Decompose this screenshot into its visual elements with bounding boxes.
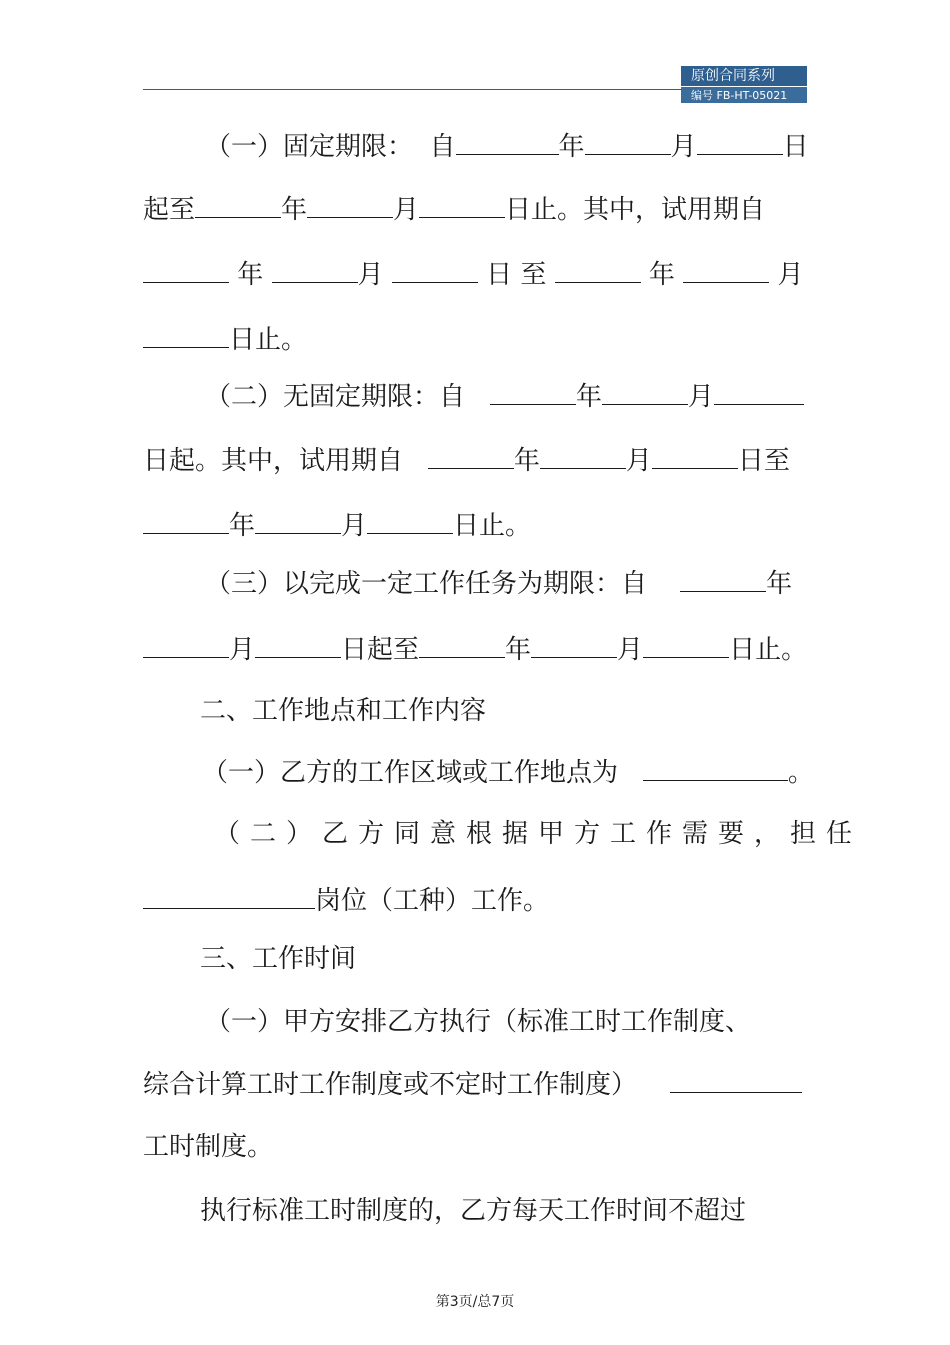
line-text: 月 — [670, 132, 697, 162]
line-text: （二）无固定期限：自 — [205, 382, 466, 412]
line-text: 。 — [787, 758, 814, 788]
line-text: （一）乙方的工作区域或工作地点为 — [202, 758, 619, 788]
section-heading — [200, 694, 486, 728]
document-badge — [681, 66, 807, 103]
series-label: 原创合同系列 — [681, 66, 807, 86]
line-text: 年 — [648, 260, 675, 290]
line-text: 起至 — [143, 195, 196, 225]
line-text: 年 — [766, 569, 793, 599]
line-text: 日止。 — [453, 511, 532, 541]
page-number: 第3页/总7页 — [435, 1294, 515, 1310]
line-text: （一）甲方安排乙方执行（标准工时工作制度、 — [205, 1007, 752, 1037]
line-text: 年 — [505, 635, 532, 665]
line-text: 月 — [357, 260, 384, 290]
line-text: 日 — [782, 132, 809, 162]
text-line — [202, 756, 814, 790]
section-heading — [200, 942, 356, 976]
text-line — [143, 509, 531, 543]
line-text: 综合计算工时工作制度或不定时工作制度） — [143, 1070, 638, 1100]
line-text: 月 — [341, 511, 368, 541]
text-line — [205, 567, 792, 601]
line-text: （二）乙方同意根据甲方工作需要，担任 — [214, 819, 863, 849]
text-line — [143, 323, 307, 357]
line-text: （三）以完成一定工作任务为期限：自 — [205, 569, 648, 599]
line-text: 年 — [513, 446, 540, 476]
line-text: 岗位（工种）工作。 — [315, 886, 550, 916]
line-text: 月 — [687, 382, 714, 412]
line-text: 日止。 — [229, 325, 308, 355]
line-text: 工时制度。 — [143, 1132, 274, 1162]
line-text: 年 — [558, 132, 585, 162]
line-text: 月 — [777, 260, 804, 290]
text-line — [143, 258, 803, 292]
line-text: 月 — [393, 195, 420, 225]
text-line — [143, 884, 549, 918]
line-text: 日至 — [737, 446, 790, 476]
line-text: 日止。 — [729, 635, 808, 665]
text-line — [143, 1130, 273, 1164]
text-line — [143, 193, 765, 227]
line-text: （一）固定期限： 自 — [205, 132, 456, 162]
line-text: 日起至 — [341, 635, 420, 665]
text-line — [200, 1194, 746, 1228]
line-text: 日起。其中，试用期自 — [143, 446, 404, 476]
line-text: 三、工作时间 — [200, 944, 357, 974]
line-text: 日止。其中，试用期自 — [505, 195, 766, 225]
text-line — [143, 633, 807, 667]
text-line — [143, 444, 790, 478]
line-text: 日 至 — [486, 260, 547, 290]
line-text: 二、工作地点和工作内容 — [200, 696, 487, 726]
line-text: 年 — [575, 382, 602, 412]
line-text: 月 — [625, 446, 652, 476]
text-line — [214, 817, 862, 851]
line-text: 执行标准工时制度的，乙方每天工作时间不超过 — [200, 1196, 747, 1226]
text-line — [143, 1068, 802, 1102]
text-line — [205, 130, 809, 164]
text-line — [205, 380, 804, 414]
text-line — [205, 1005, 751, 1039]
document-code: 编号 FB-HT-05021 — [681, 86, 807, 103]
line-text: 年 — [237, 260, 264, 290]
line-text: 月 — [617, 635, 644, 665]
line-text: 年 — [281, 195, 308, 225]
line-text: 月 — [229, 635, 256, 665]
line-text: 年 — [229, 511, 256, 541]
